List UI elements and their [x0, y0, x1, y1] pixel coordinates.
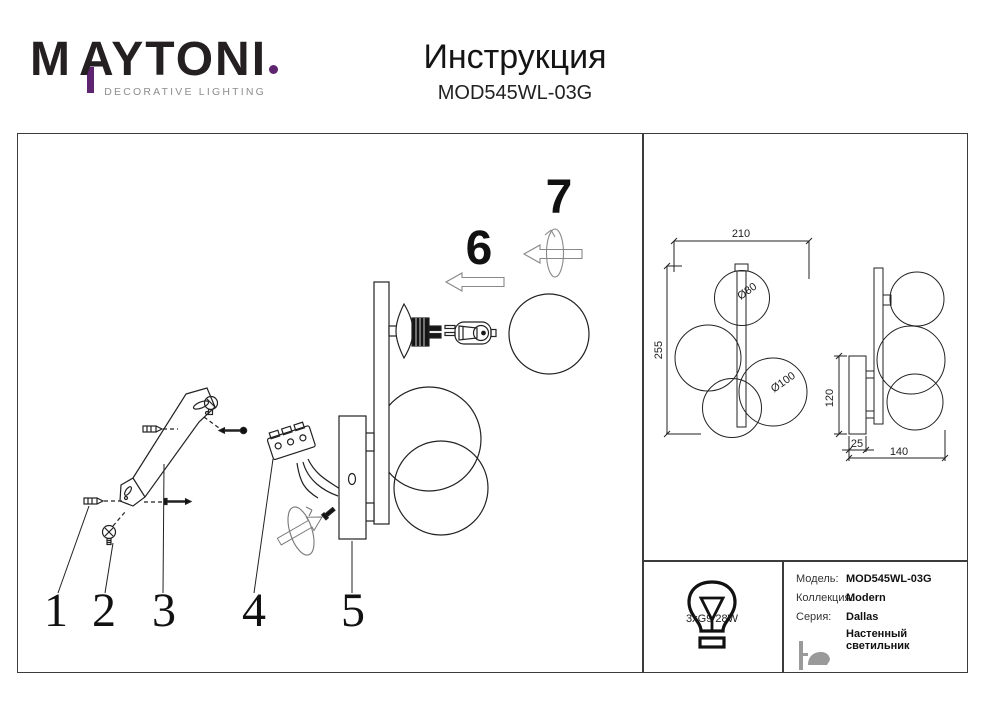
info-row-collection: [796, 592, 967, 604]
stem-cap: [735, 264, 748, 271]
dim-sphere-small: Ø80: [735, 280, 760, 303]
lamp-socket: [389, 304, 441, 358]
side-view: [834, 268, 948, 461]
page-title: Инструкция: [423, 38, 607, 76]
dim-plate-depth: 25: [850, 438, 864, 450]
wall-plate: [849, 356, 866, 434]
brand-letter-i: I: [252, 36, 276, 84]
part-number-3: 3: [152, 584, 176, 637]
brand-logo: [30, 33, 270, 98]
wall-anchor: [143, 426, 162, 432]
info-row-series: [796, 611, 967, 623]
dim-plate-height: 120: [824, 388, 836, 408]
part-number-6: 6: [465, 222, 493, 275]
info-value: Dallas: [846, 611, 879, 623]
part-number-1: 1: [44, 584, 68, 637]
wire: [297, 463, 318, 498]
small-screw: [322, 506, 336, 519]
brand-letter-m: M: [30, 36, 79, 84]
brand-name: M AYTONI: [30, 36, 270, 84]
sphere: [887, 374, 943, 430]
guide-line: [204, 417, 219, 428]
lamp-stem: [374, 282, 389, 524]
info-label: Коллекция:: [796, 592, 854, 604]
sphere: [675, 325, 741, 391]
info-label: Модель:: [796, 573, 839, 585]
leader-line: [58, 506, 89, 593]
model-number: MOD545WL-03G: [437, 82, 593, 104]
glass-sphere: [509, 294, 589, 374]
lamp-spec-cell: [642, 560, 782, 672]
terminal-block: [265, 421, 340, 498]
part-number-5: 5: [341, 584, 365, 637]
wall-lamp-icon: [796, 640, 832, 672]
wire: [308, 459, 340, 489]
stem: [874, 268, 883, 424]
logo-accent-dot: [269, 65, 278, 74]
content-frame: [17, 133, 968, 673]
info-label: Серия:: [796, 611, 832, 623]
info-row-model: [796, 573, 967, 585]
info-row-type: [796, 628, 967, 652]
brand-tagline: DECORATIVE LIGHTING: [104, 86, 266, 98]
sphere: [890, 272, 944, 326]
sphere: [703, 379, 762, 438]
part-number-4: 4: [242, 584, 266, 637]
guide-line: [113, 512, 125, 526]
mounting-bracket: [120, 388, 215, 506]
step6-arrow-icon: [446, 273, 504, 291]
g9-bulb: [445, 322, 496, 344]
mounting-screw: [164, 499, 191, 505]
dim-total-depth: 140: [889, 446, 909, 458]
assembly-diagram: [18, 134, 642, 672]
dome-screw: [103, 526, 116, 545]
product-info: [782, 560, 967, 672]
front-view: [664, 238, 812, 438]
title-block: [340, 38, 690, 105]
info-value: Modern: [846, 592, 886, 604]
sphere: [877, 326, 945, 394]
part-number-7: 7: [545, 171, 573, 224]
lamp-spec: 3xG9 28W: [686, 612, 738, 625]
glass-sphere: [394, 441, 488, 535]
glass-sphere: [377, 387, 481, 491]
wall-anchor: [84, 498, 103, 504]
part-number-2: 2: [92, 584, 116, 637]
dim-height: 255: [653, 340, 665, 360]
dim-sphere-large: Ø100: [768, 369, 798, 396]
luminaire-type: Настенный светильник: [846, 628, 910, 652]
step7-rotation-icon: [524, 229, 582, 277]
bulb-icon: [684, 579, 740, 653]
stub: [866, 371, 874, 378]
leader-line: [254, 459, 273, 593]
wall-plate: [339, 416, 366, 539]
mounting-screw: [219, 427, 247, 433]
info-value: MOD545WL-03G: [846, 573, 932, 585]
leader-line: [163, 464, 164, 593]
dimension-drawing: [642, 134, 967, 560]
stub: [866, 411, 874, 418]
dim-width: 210: [731, 228, 751, 240]
rotation-icon: [275, 504, 325, 558]
